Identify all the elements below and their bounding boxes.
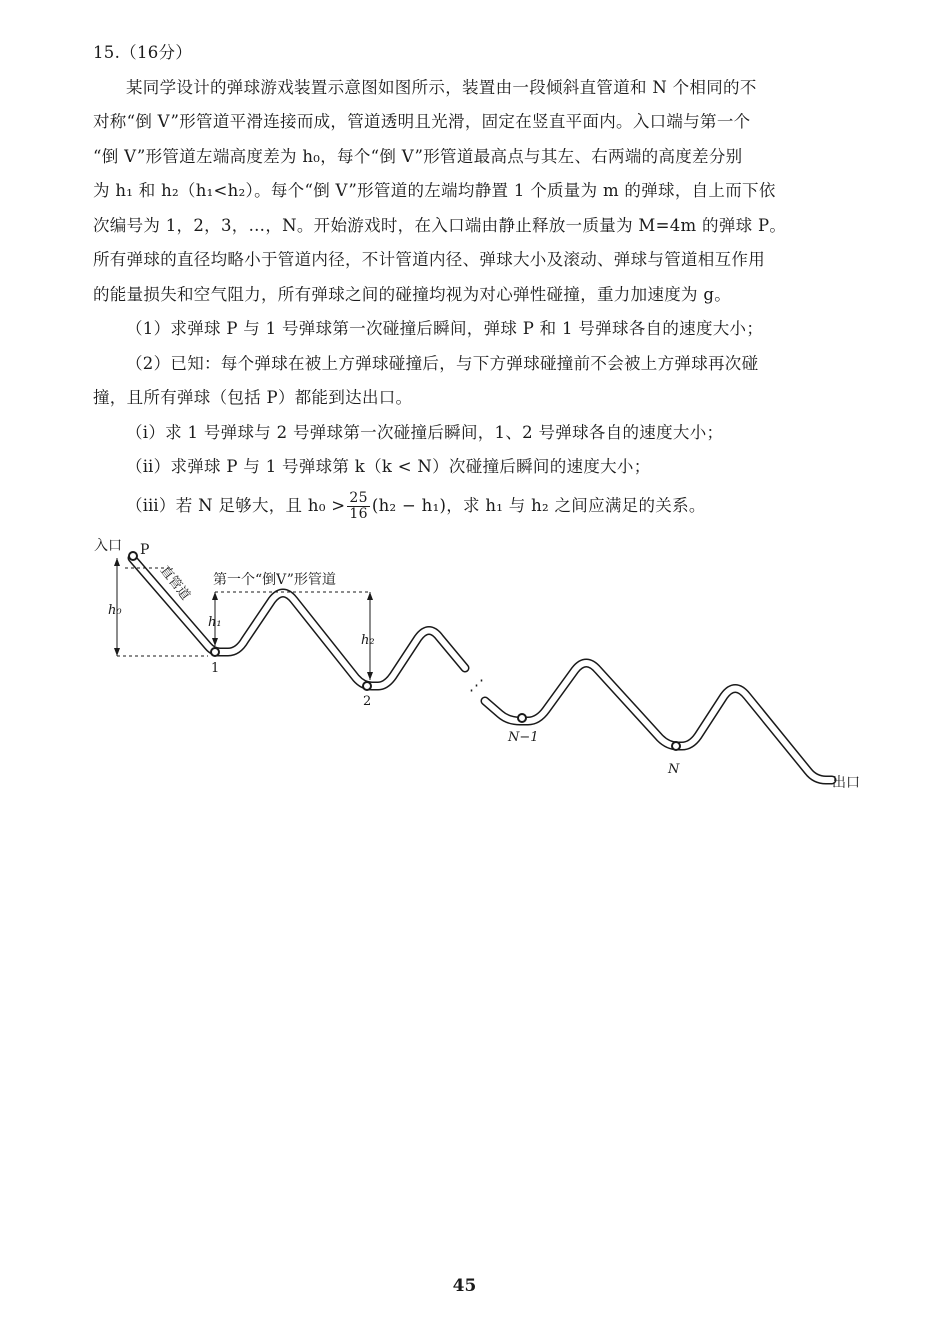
ball-2-label: 2: [363, 694, 372, 709]
ball-1: [211, 648, 219, 656]
part-2-i: （ⅰ）求 1 号弹球与 2 号弹球第一次碰撞后瞬间，1、2 号弹球各自的速度大小；: [126, 422, 724, 442]
fraction-numerator: 25: [349, 489, 368, 506]
h0-label: h₀: [108, 603, 122, 618]
stem-line: “倒 V”形管道左端高度差为 h₀，每个“倒 V”形管道最高点与其左、右两端的高度差分别: [93, 146, 743, 166]
ball-2: [363, 682, 371, 690]
page-number: 45: [452, 1276, 477, 1296]
question-stem: [93, 71, 868, 106]
ball-p: [129, 552, 137, 560]
part-2-iii-post: (h₂ − h₁)，求 h₁ 与 h₂ 之间应满足的关系。: [371, 495, 706, 515]
question-number: 15.（16分）: [93, 43, 193, 62]
stem-line: 的能量损失和空气阻力，所有弹球之间的碰撞均视为对心弹性碰撞，重力加速度为 g。: [93, 284, 732, 304]
ball-n-label: N: [668, 762, 680, 777]
h1-label: h₁: [208, 615, 222, 630]
pipe-track: [132, 558, 832, 780]
part-2-line-1: （2）已知：每个弹球在被上方弹球碰撞后，与下方弹球碰撞前不会被上方弹球再次碰: [126, 353, 759, 373]
stem-line: 所有弹球的直径均略小于管道内径，不计管道内径、弹球大小及滚动、弹球与管道相互作用: [93, 250, 765, 269]
ball-n: [672, 742, 680, 750]
ball-n-1-label: N−1: [508, 730, 539, 745]
ellipsis: ⋰: [469, 676, 484, 694]
question-block: [93, 36, 868, 523]
part-1: （1）求弹球 P 与 1 号弹球第一次碰撞后瞬间，弹球 P 和 1 号弹球各自的速度大小；: [126, 319, 764, 338]
part-2-ii: （ⅱ）求弹球 P 与 1 号弹球第 k（k < N）次碰撞后瞬间的速度大小；: [126, 457, 651, 476]
h2-label: h₂: [361, 633, 375, 648]
part-2-iii-pre: （ⅲ）若 N 足够大，且 h₀ >: [126, 495, 346, 515]
fraction-denominator: 16: [349, 505, 368, 522]
fraction: [347, 491, 369, 522]
straight-pipe-label: 直管道: [156, 563, 193, 604]
stem-line: 为 h₁ 和 h₂（h₁<h₂）。每个“倒 V”形管道的左端均静置 1 个质量为 m 的弹球，自上而下依: [93, 181, 776, 200]
entrance-label: 入口: [94, 538, 122, 554]
part-2-iii: [93, 489, 868, 524]
exit-label: 出口: [832, 775, 860, 791]
pipe-diagram: [80, 528, 880, 808]
ball-1-label: 1: [211, 661, 220, 676]
part-2-line-2: 撞，且所有弹球（包括 P）都能到达出口。: [93, 388, 413, 407]
stem-line: 对称“倒 V”形管道平滑连接而成，管道透明且光滑，固定在竖直平面内。入口端与第一个: [93, 112, 751, 131]
stem-line: 次编号为 1，2，3，…，N。开始游戏时，在入口端由静止释放一质量为 M=4m 的弹球 P。: [93, 215, 787, 235]
first-v-pipe-label: 第一个“倒V”形管道: [213, 572, 336, 588]
ball-n-1: [518, 714, 526, 722]
stem-line: 某同学设计的弹球游戏装置示意图如图所示，装置由一段倾斜直管道和 N 个相同的不: [126, 77, 757, 97]
ball-p-label: P: [140, 542, 150, 558]
question-stem-cont: [93, 105, 868, 312]
